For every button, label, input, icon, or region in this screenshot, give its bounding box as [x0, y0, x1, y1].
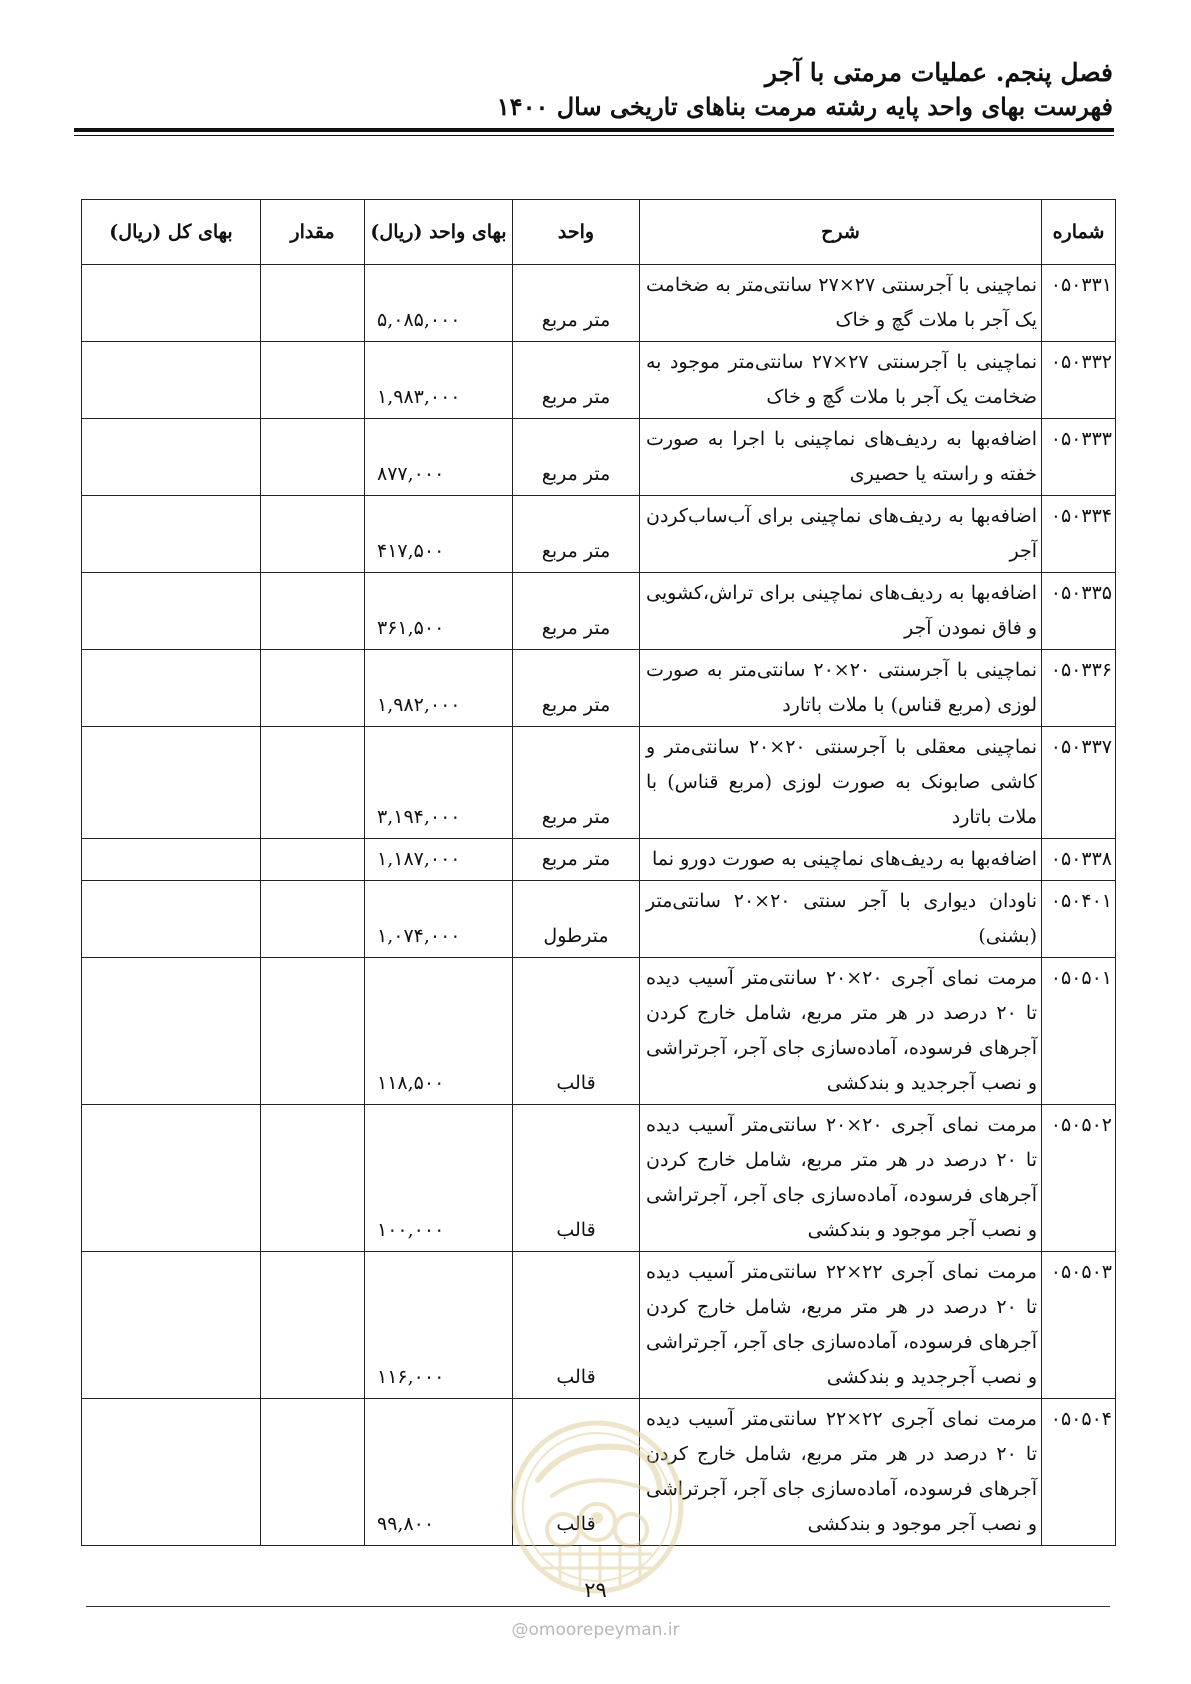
row-unit: مترطول: [513, 881, 640, 958]
row-code: ۰۵۰۳۳۳: [1042, 419, 1116, 496]
row-description: مرمت نمای آجری ۲۲×۲۲ سانتی‌متر آسیب دیده تا ۲۰ درصد در هر متر مربع، شامل خارج کردن آجرهای فرسوده، آماده‌سازی جای آجر، آجرتراشی و نصب آجر موجود و بندکشی: [640, 1399, 1042, 1546]
table-row: [82, 881, 1116, 958]
row-total[interactable]: [82, 573, 261, 650]
header-quantity: مقدار: [261, 200, 365, 265]
row-code: ۰۵۰۳۳۱: [1042, 265, 1116, 342]
row-total[interactable]: [82, 839, 261, 881]
header-rule-thick: [74, 128, 1114, 132]
table-row: [82, 1252, 1116, 1399]
header-rule-thin: [74, 135, 1114, 136]
row-quantity[interactable]: [261, 265, 365, 342]
footer-rule: [86, 1606, 1110, 1607]
row-unit-price: ۱,۱۸۷,۰۰۰: [365, 839, 513, 881]
row-unit: قالب: [513, 1399, 640, 1546]
table-row: [82, 419, 1116, 496]
row-quantity[interactable]: [261, 958, 365, 1105]
row-code: ۰۵۰۵۰۱: [1042, 958, 1116, 1105]
row-quantity[interactable]: [261, 881, 365, 958]
row-quantity[interactable]: [261, 1105, 365, 1252]
table-row: [82, 1105, 1116, 1252]
row-description: مرمت نمای آجری ۲۲×۲۲ سانتی‌متر آسیب دیده تا ۲۰ درصد در هر متر مربع، شامل خارج کردن آجرهای فرسوده، آماده‌سازی جای آجر، آجرتراشی و نصب آجرجدید و بندکشی: [640, 1252, 1042, 1399]
row-description: نماچینی با آجرسنتی ۲۰×۲۰ سانتی‌متر به صورت لوزی (مربع قناس) با ملات باتارد: [640, 650, 1042, 727]
watermark-seal-icon: [513, 1423, 681, 1591]
price-table: [81, 199, 1116, 1546]
row-unit-price: ۱۱۶,۰۰۰: [365, 1252, 513, 1399]
row-quantity[interactable]: [261, 419, 365, 496]
row-unit-price: ۹۹,۸۰۰: [365, 1399, 513, 1546]
row-code: ۰۵۰۳۳۷: [1042, 727, 1116, 839]
row-total[interactable]: [82, 650, 261, 727]
omoore-peyman-logo: [508, 1418, 686, 1596]
row-description: مرمت نمای آجری ۲۰×۲۰ سانتی‌متر آسیب دیده تا ۲۰ درصد در هر متر مربع، شامل خارج کردن آجرهای فرسوده، آماده‌سازی جای آجر، آجرتراشی و نصب آجرجدید و بندکشی: [640, 958, 1042, 1105]
row-unit-price: ۱,۰۷۴,۰۰۰: [365, 881, 513, 958]
page-number: ۲۹: [584, 1578, 607, 1602]
row-description: نماچینی معقلی با آجرسنتی ۲۰×۲۰ سانتی‌متر و کاشی صابونک به صورت لوزی (مربع قناس) با ملات باتارد: [640, 727, 1042, 839]
table-header-row: [82, 200, 1116, 265]
table-row: [82, 958, 1116, 1105]
chapter-title: فصل پنجم. عملیات مرمتی با آجر: [764, 58, 1113, 87]
row-total[interactable]: [82, 1105, 261, 1252]
row-code: ۰۵۰۵۰۳: [1042, 1252, 1116, 1399]
header-unit-price: بهای واحد (ریال): [365, 200, 513, 265]
row-unit-price: ۳۶۱,۵۰۰: [365, 573, 513, 650]
row-total[interactable]: [82, 496, 261, 573]
row-code: ۰۵۰۵۰۲: [1042, 1105, 1116, 1252]
table-row: [82, 573, 1116, 650]
row-quantity[interactable]: [261, 496, 365, 573]
row-description: اضافه‌بها به ردیف‌های نماچینی برای تراش،کشویی و فاق نمودن آجر: [640, 573, 1042, 650]
row-description: نماچینی با آجرسنتی ۲۷×۲۷ سانتی‌متر به ضخامت یک آجر با ملات گچ و خاک: [640, 265, 1042, 342]
row-total[interactable]: [82, 958, 261, 1105]
row-total[interactable]: [82, 727, 261, 839]
row-unit: متر مربع: [513, 342, 640, 419]
table-row: [82, 839, 1116, 881]
row-quantity[interactable]: [261, 1399, 365, 1546]
row-quantity[interactable]: [261, 342, 365, 419]
row-quantity[interactable]: [261, 650, 365, 727]
row-unit: متر مربع: [513, 650, 640, 727]
row-unit-price: ۱۱۸,۵۰۰: [365, 958, 513, 1105]
row-code: ۰۵۰۳۳۲: [1042, 342, 1116, 419]
row-unit: متر مربع: [513, 839, 640, 881]
row-code: ۰۵۰۳۳۶: [1042, 650, 1116, 727]
row-total[interactable]: [82, 881, 261, 958]
row-unit: متر مربع: [513, 419, 640, 496]
row-total[interactable]: [82, 265, 261, 342]
row-quantity[interactable]: [261, 839, 365, 881]
row-total[interactable]: [82, 342, 261, 419]
table-row: [82, 342, 1116, 419]
table-row: [82, 265, 1116, 342]
row-description: اضافه‌بها به ردیف‌های نماچینی برای آب‌ساب‌کردن آجر: [640, 496, 1042, 573]
row-unit-price: ۱۰۰,۰۰۰: [365, 1105, 513, 1252]
row-quantity[interactable]: [261, 1252, 365, 1399]
row-code: ۰۵۰۴۰۱: [1042, 881, 1116, 958]
header-unit: واحد: [513, 200, 640, 265]
page-header: [78, 56, 1113, 124]
row-description: نماچینی با آجرسنتی ۲۷×۲۷ سانتی‌متر موجود به ضخامت یک آجر با ملات گچ و خاک: [640, 342, 1042, 419]
header-total-price: بهای کل (ریال): [82, 200, 261, 265]
row-description: مرمت نمای آجری ۲۰×۲۰ سانتی‌متر آسیب دیده تا ۲۰ درصد در هر متر مربع، شامل خارج کردن آجرهای فرسوده، آماده‌سازی جای آجر، آجرتراشی و نصب آجر موجود و بندکشی: [640, 1105, 1042, 1252]
header-code: شماره: [1042, 200, 1116, 265]
row-description: اضافه‌بها به ردیف‌های نماچینی به صورت دورو نما: [640, 839, 1042, 881]
row-quantity[interactable]: [261, 573, 365, 650]
row-description: اضافه‌بها به ردیف‌های نماچینی با اجرا به صورت خفته و راسته یا حصیری: [640, 419, 1042, 496]
table-row: [82, 727, 1116, 839]
row-unit-price: ۱,۹۸۳,۰۰۰: [365, 342, 513, 419]
row-unit-price: ۵,۰۸۵,۰۰۰: [365, 265, 513, 342]
row-unit: قالب: [513, 958, 640, 1105]
row-unit: متر مربع: [513, 727, 640, 839]
row-total[interactable]: [82, 1399, 261, 1546]
row-unit-price: ۴۱۷,۵۰۰: [365, 496, 513, 573]
row-quantity[interactable]: [261, 727, 365, 839]
row-unit: متر مربع: [513, 573, 640, 650]
row-code: ۰۵۰۳۳۴: [1042, 496, 1116, 573]
row-unit: قالب: [513, 1252, 640, 1399]
table-row: [82, 650, 1116, 727]
row-code: ۰۵۰۳۳۵: [1042, 573, 1116, 650]
row-code: ۰۵۰۵۰۴: [1042, 1399, 1116, 1546]
row-total[interactable]: [82, 419, 261, 496]
header-description: شرح: [640, 200, 1042, 265]
table-row: [82, 496, 1116, 573]
row-total[interactable]: [82, 1252, 261, 1399]
row-unit: قالب: [513, 1105, 640, 1252]
row-unit: متر مربع: [513, 265, 640, 342]
row-code: ۰۵۰۳۳۸: [1042, 839, 1116, 881]
row-description: ناودان دیواری با آجر سنتی ۲۰×۲۰ سانتی‌متر (بشنی): [640, 881, 1042, 958]
row-unit-price: ۳,۱۹۴,۰۰۰: [365, 727, 513, 839]
row-unit: متر مربع: [513, 496, 640, 573]
row-unit-price: ۸۷۷,۰۰۰: [365, 419, 513, 496]
site-mark: @omoorepeyman.ir: [511, 1620, 680, 1640]
row-unit-price: ۱,۹۸۲,۰۰۰: [365, 650, 513, 727]
price-list-title: فهرست بهای واحد پایه رشته مرمت بناهای تاریخی سال ۱۴۰۰: [496, 92, 1113, 121]
